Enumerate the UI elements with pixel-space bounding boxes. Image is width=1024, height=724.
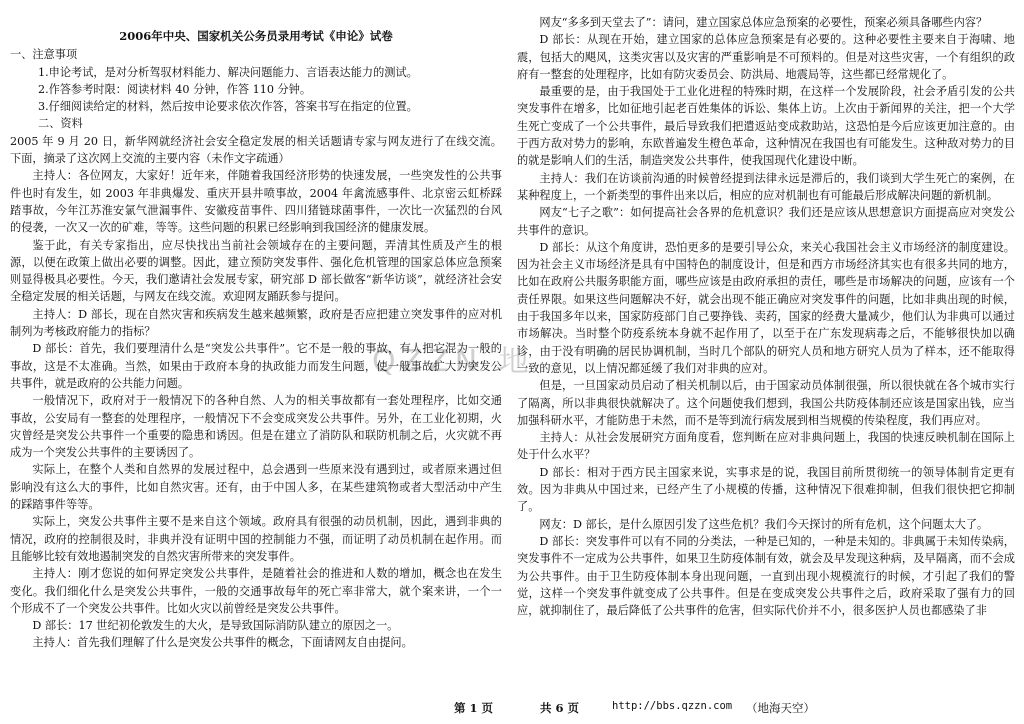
paragraph: 网友“多多到天堂去了”：请问，建立国家总体应急预案的必要性，预案必须具备哪些内容？ (539, 16, 988, 29)
exam-title: 2006年中央、国家机关公务员录用考试《申论》试卷 (119, 29, 393, 43)
paragraph: 一般情况下，政府对于一般情况下的各种自然、人为的相关事故都有一套处理程序，比如交通事故，公安局有一整套的处理程序，一般情况下不会变成突发公共事件。另外，在工业化初期，火灾曾经是突发公共事件一个重要的隐患和诱因。但是在建立了消防队和联防机制之后，火灾就不再成为一个突发公共事件的主要诱因了。 (10, 394, 502, 460)
section-material-heading: 二、资料 (38, 117, 83, 131)
paragraph: 2005 年 9 月 20 日，新华网就经济社会安全稳定发展的相关话题请专家与网友进行了在线交流。下面，摘录了这次网上交流的主要内容（未作文字疏通） (10, 134, 502, 166)
note-item: 1.申论考试，是对分析驾驭材料能力、解决问题能力、言语表达能力的测试。 (38, 65, 418, 79)
total-pages: 共 6 页 (540, 701, 580, 715)
paragraph: D 部长：相对于西方民主国家来说，实事求是的说，我国目前所贯彻统一的领导体制肯定更有效。因为非典从中国过来，已经产生了小规模的传播，这种情况下很难抑制，但我们很快把它抑制了。 (517, 465, 1015, 514)
paragraph: 实际上，突发公共事件主要不是来自这个领域。政府具有很强的动员机制，因此，遇到非典的情况，政府的控制很及时，非典并没有证明中国的控制能力不强，而证明了动员机制在起作用。而且能够比较有效地遏制突发的自然灾害所带来的突发事件。 (10, 515, 502, 563)
note-item: 3.仔细阅读给定的材料，然后按申论要求依次作答，答案书写在指定的位置。 (38, 100, 418, 114)
paragraph: 主持人：首先我们理解了什么是突发公共事件的概念，下面请网友自由提问。 (32, 636, 413, 650)
note-item: 2.作答参考时限：阅读材料 40 分钟，作答 110 分钟。 (38, 82, 312, 96)
right-column (517, 14, 1015, 619)
paragraph: 但是，一旦国家动员启动了相关机制以后，由于国家动员体制很强，所以很快就在各个城市实行了隔离，所以非典很快就解决了。这个问题使我们想到，我国公共防疫体制还应该是国家出钱，应当加强科研水平，才能防患于未然，而不是等到流行病发展到相当规模的传染程度，我们再应对。 (517, 379, 1015, 427)
section-notes-heading: 一、注意事项 (10, 48, 78, 62)
page-number: 第 1 页 (454, 701, 494, 715)
paragraph: D 部长：17 世纪初伦敦发生的大火，是导致国际消防队建立的原因之一。 (32, 619, 399, 633)
paragraph: 网友“七子之歌”：如何提高社会各界的危机意识？我们还是应该从思想意识方面提高应对突发公共事件的意识。 (517, 206, 1015, 237)
left-column (10, 14, 502, 652)
paragraph: 主持人：各位网友，大家好！近年来，伴随着我国经济形势的快速发展，一些突发性的公共事件也时有发生，如 2003 年非典爆发、重庆开县井喷事故，2004 年禽流感事件、北京密云虹桥踩踏事故，今年江苏淮安氯气泄漏事件、安徽疫苗事件、四川猪链球菌事件，一次比一次猛烈的台风的侵袭，一次又一次的矿难，等等。这些问题的积累已经影响到我国经济的健康发展。 (10, 169, 502, 235)
paragraph: 最重要的是，由于我国处于工业化进程的特殊时期，在这样一个发展阶段，社会矛盾引发的公共突发事件在增多，比如征地引起老百姓集体的诉讼、集体上访。上次由于新闻界的关注，把一个大学生死亡变成了一个公共事件，最后导致我们把遣返站变成救助站，这恐怕是今后应该更加注意的。由于西方敌对势力的影响，东欧普遍发生橙色革命，这种情况在我国也有可能发生。这种敌对势力的目的就是影响人们的生活，制造突发公共事件，使我国现代化建设中断。 (517, 85, 1015, 168)
paragraph: 主持人：从社会发展研究方面角度看，您判断在应对非典问题上，我国的快速反映机制在国际上处于什么水平？ (517, 431, 1015, 462)
paragraph: D 部长：从这个角度讲，恐怕更多的是要引导公众，来关心我国社会主义市场经济的制度建设。因为社会主义市场经济是具有中国特色的制度设计，但是和西方市场经济其实也有很多共同的地方，比如在政府公共服务职能方面，哪些应该是由政府承担的责任，哪些是市场解决的问题，应该有一个责任界限。如果这些问题解决不好，就会出现不能正确应对突发事件的问题，比如非典出现的时候，由于我国多年以来，国家防疫部门自己要挣钱、卖药，国家的经费大量减少，他们认为非典可以通过市场解决。当时整个防疫系统本身就不起作用了，以至于在广东发现病毒之后，不能够很快加以确诊，由于没有明确的居民协调机制，当时几个部队的研究人员和地方研究人员为了样本，还不能取得一致的意见，以上情况都延缓了我们对非典的应对。 (517, 240, 1015, 375)
paragraph: 主持人：D 部长，现在自然灾害和疾病发生越来越频繁，政府是否应把建立突发事件的应对机制列为考核政府能力的指标？ (10, 307, 502, 339)
paragraph: D 部长：突发事件可以有不同的分类法，一种是已知的，一种是未知的。非典属于未知传染病，突发事件不一定成为公共事件，如果卫生防疫体制有效，就会及早发现这种病，及早隔离，而不会成为公共事件。由于卫生防疫体制本身出现问题，一直到出现小规模流行的时候，才引起了我们的警觉，这样一个突发事件就变成了公共事件。但是在变成突发公共事件之后，政府采取了强有力的回应，就抑制住了，最后降低了公共事件的危害，但实际代价并不小，很多医护人员也都感染了非 (517, 534, 1015, 618)
paragraph: 鉴于此，有关专家指出，应尽快找出当前社会领域存在的主要问题，弄清其性质及产生的根源，以便在政策上做出必要的调整。因此，建立预防突发事件、强化危机管理的国家总体应急预案则显得极具必要性。今天，我们邀请社会发展专家，研究部 D 部长做客“新华访谈”，就经济社会安全稳定发展的相关话题，与网友在线交流。欢迎网友踊跃参与提问。 (10, 238, 502, 304)
paragraph: 主持人：刚才您说的如何界定突发公共事件，是随着社会的推进和人数的增加，概念也在发生变化。我们细化什么是突发公共事件，一般的交通事故每年的死亡率非常大，就个案来讲，一个一个形成不了一个突发公共事件。比如火灾以前曾经是突发公共事件。 (10, 567, 502, 615)
paragraph: 实际上，在整个人类和自然界的发展过程中，总会遇到一些原来没有遇到过，或者原来遇过但影响没有这么大的事件，比如自然灾害。还有，由于中国人多，在某些建筑物或者大型活动中产生的踩踏事件等等。 (10, 463, 502, 512)
paragraph: D 部长：首先，我们要理清什么是“突发公共事件”。它不是一般的事故，有人把它混为一般的事故，这是不太准确。当然，如果由于政府本身的执政能力而发生问题，使一般事故扩大为突发公共事件，就是政府的公共能力问题。 (10, 342, 502, 390)
paragraph: D 部长：从现在开始，建立国家的总体应急预案是有必要的。这种必要性主要来自于海啸、地震，包括大的飓风，这类灾害以及灾害的严重影响是不可预料的。但是对这些灾害，一个有组织的政府有一整套的处理程序，比如有防灾委员会、防洪局、地震局等，这些都已经常规化了。 (517, 33, 1015, 81)
paragraph: 网友：D 部长，是什么原因引发了这些危机？我们今天探讨的所有危机，这个问题太大了。 (539, 517, 989, 531)
paragraph: 主持人：我们在访谈前沟通的时候曾经提到法律永远是滞后的，我们谈到大学生死亡的案例，在某种程度上，一个新类型的事件出来以后，相应的应对机制也有可能最后形成解决问题的新机制。 (517, 171, 1015, 202)
footer-url: http://bbs.qzzn.com (612, 700, 733, 712)
watermark: QZZN 地 (372, 344, 535, 379)
footer-site-name: （地海天空） (746, 701, 815, 715)
